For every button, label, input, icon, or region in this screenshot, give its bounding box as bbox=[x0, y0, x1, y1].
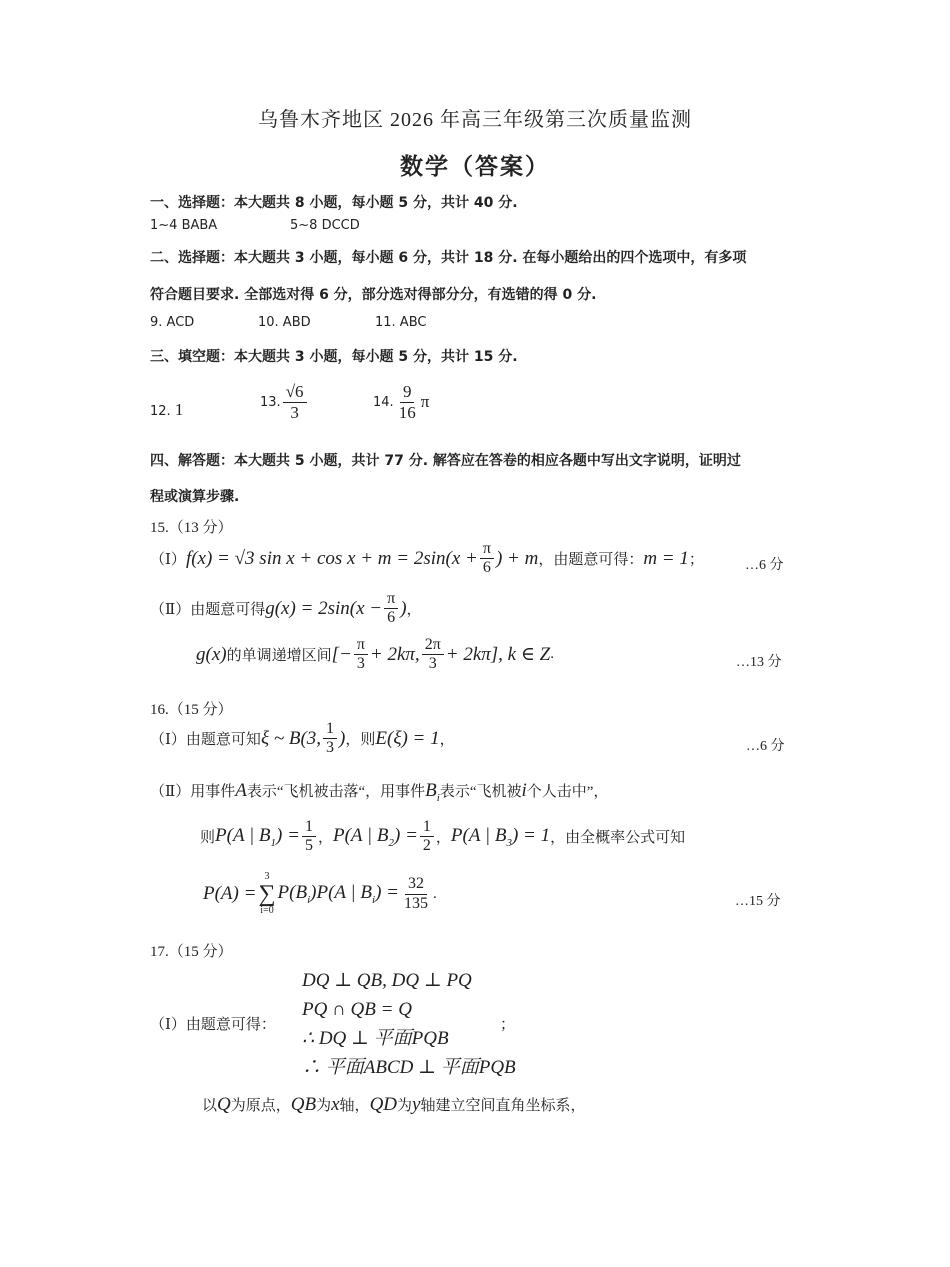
q16-total-probability: P(A) = 3 ∑ i=0 $P(B_i)P(A$ | $B_i$) = $\frac{32}{135}$ . bbox=[203, 871, 437, 916]
q16-sum-fraction: $\frac{32}{135}$ bbox=[403, 875, 428, 912]
q15-part1-score: …6 分 bbox=[745, 558, 784, 573]
q16-e2-fraction: $\frac{1}{2}$ bbox=[420, 818, 434, 856]
q16-title: 16.（15 分） bbox=[150, 702, 233, 718]
q15-p2-fraction: $\frac{\pi}{6}$ bbox=[384, 590, 398, 628]
section4-heading-line1: 四、解答题：本大题共 5 小题，共计 77 分. 解答应在答卷的相应各题中写出文字说明，证明过 bbox=[150, 453, 741, 469]
q16-part1: （Ⅰ）由题意可知 ξ ~ B(3, $\frac{1}{3}$ ) ，则 E(ξ) = 1 ， bbox=[150, 720, 455, 757]
q17-coordinate-setup: 以 Q 为原点， QB 为 x 轴， QD 为 y 轴建立空间直角坐标系， bbox=[202, 1094, 586, 1115]
q16-part1-score: …6 分 bbox=[746, 739, 785, 754]
q16-p1-fraction: $\frac{1}{3}$ bbox=[323, 720, 337, 758]
q15-part2-interval: g(x) 的单调递增区间 [− $\frac{\pi}{3}$ + 2kπ, $\frac{2\pi}{3}$ + 2kπ], k ∈ Z . bbox=[196, 636, 554, 673]
answer-q14: 14. $\frac{9}{16}$ π bbox=[373, 382, 430, 422]
q17-part1-label: （Ⅰ）由题意可得： bbox=[150, 1017, 276, 1033]
answers-1-4: 1~4 BABA bbox=[150, 218, 218, 233]
q16-part2-score: …15 分 bbox=[735, 894, 781, 909]
q15-interval-fraction-1: $\frac{\pi}{3}$ bbox=[354, 636, 368, 674]
q16-conditional-probabilities: 则 P(A | $B_1$) = $\frac{1}{5}$ ， P(A | $B_2$) = $\frac{1}{2}$ ， P(A | $B_3) = 1$ ，由全概率公式可知 bbox=[200, 818, 686, 855]
q15-part1: （Ⅰ） f(x) = √3 sin x + cos x + m = 2sin(x + $\frac{\pi}{6}$ ) + m ，由题意可得： m = 1 ； bbox=[150, 540, 704, 577]
section4-heading-line2: 程或演算步骤. bbox=[150, 489, 240, 505]
q16-e1-fraction: $\frac{1}{5}$ bbox=[302, 818, 316, 856]
document-title: 乌鲁木齐地区 2026 年高三年级第三次质量监测 bbox=[258, 109, 692, 131]
q17-line-3: ∴ DQ ⊥ 平面PQB bbox=[302, 1028, 449, 1049]
q15-title: 15.（13 分） bbox=[150, 520, 233, 536]
answer-q11: 11. ABC bbox=[375, 315, 427, 330]
answer-q9: 9. ACD bbox=[150, 315, 195, 330]
q15-interval-fraction-2: $\frac{2\pi}{3}$ bbox=[422, 636, 444, 674]
section2-heading-line2: 符合题目要求. 全部选对得 6 分，部分选对得部分分，有选错的得 0 分. bbox=[150, 287, 597, 303]
answer-q12: 12. 1 bbox=[150, 400, 184, 419]
q17-line-1: DQ ⊥ QB, DQ ⊥ PQ bbox=[302, 970, 472, 991]
document-subtitle: 数学（答案） bbox=[400, 154, 550, 180]
q17-title: 17.（15 分） bbox=[150, 944, 233, 960]
section1-heading: 一、选择题：本大题共 8 小题，每小题 5 分，共计 40 分. bbox=[150, 195, 518, 211]
q15-part2-score: …13 分 bbox=[736, 655, 782, 670]
answers-5-8: 5~8 DCCD bbox=[290, 218, 360, 233]
answer-q13: 13. $\frac{√6}{3}$ bbox=[260, 382, 309, 422]
q14-fraction: $\frac{9}{16}$ bbox=[398, 382, 416, 422]
q17-semicolon: ； bbox=[500, 1017, 516, 1033]
answer-q10: 10. ABD bbox=[258, 315, 311, 330]
section3-heading: 三、填空题：本大题共 3 小题，每小题 5 分，共计 15 分. bbox=[150, 349, 518, 365]
q17-line-4: ∴ 平面ABCD ⊥ 平面PQB bbox=[302, 1057, 516, 1078]
q15-p1-fraction: $\frac{\pi}{6}$ bbox=[480, 540, 494, 578]
q17-line-2: PQ ∩ QB = Q bbox=[302, 999, 412, 1020]
q15-part2: （Ⅱ）由题意可得 g(x) = 2sin(x − $\frac{\pi}{6}$ ) ， bbox=[150, 590, 422, 627]
q13-fraction: $\frac{√6}{3}$ bbox=[283, 382, 307, 422]
section2-heading-line1: 二、选择题：本大题共 3 小题，每小题 6 分，共计 18 分. 在每小题给出的四个选项中，有多项 bbox=[150, 250, 747, 266]
summation-symbol: 3 ∑ i=0 bbox=[258, 871, 276, 916]
q17-derivation bbox=[302, 966, 516, 1082]
q16-part2-intro: （Ⅱ）用事件 A 表示“飞机被击落“，用事件 $B_i$ 表示“飞机被 i 个人击中”， bbox=[150, 780, 609, 804]
